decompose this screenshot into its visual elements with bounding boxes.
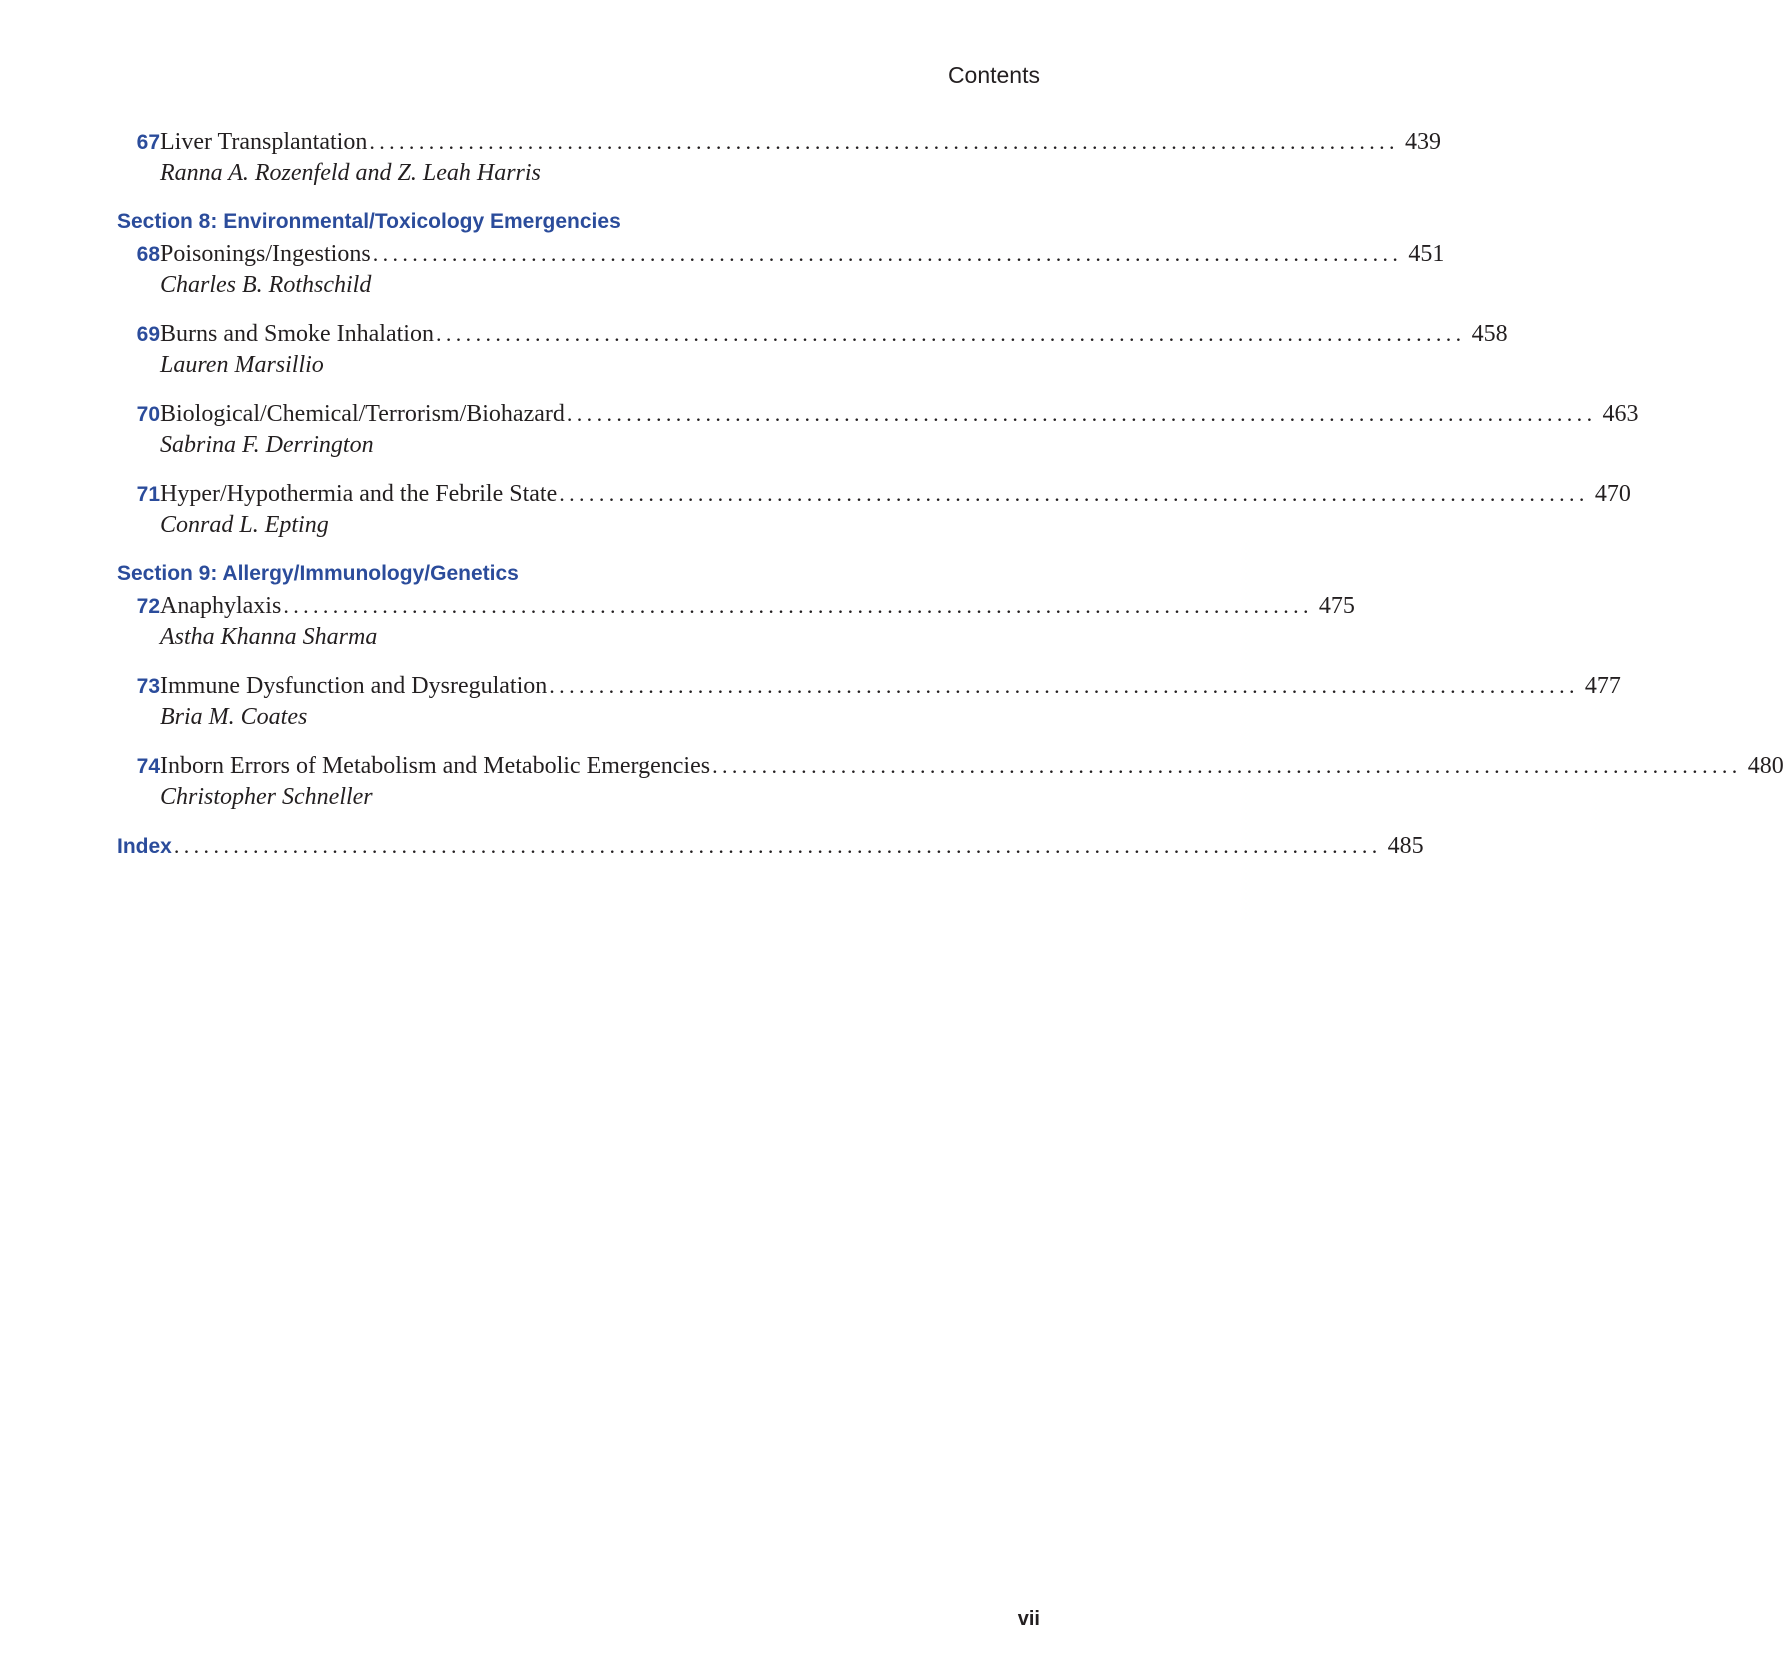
chapter-authors: Sabrina F. Derrington [160,432,374,458]
chapter-number: 69 [136,323,160,346]
toc-entry[interactable] [117,670,1621,733]
page-number: 485 [1387,833,1424,859]
chapter-authors: Conrad L. Epting [160,512,329,538]
dot-leader: ........................................................................................................ [369,129,1399,154]
chapter-title: Burns and Smoke Inhalation [160,321,434,347]
dot-leader: ........................................................................................................ [566,401,1597,426]
page-number: 475 [1318,593,1355,619]
chapter-title: Hyper/Hypothermia and the Febrile State [160,481,558,507]
toc-index-entry[interactable] [117,830,1424,862]
page-number: 458 [1471,321,1508,347]
chapter-title: Anaphylaxis [160,593,282,619]
chapter-authors: Charles B. Rothschild [160,272,372,298]
chapter-title: Inborn Errors of Metabolism and Metabolic Emergencies [160,753,711,779]
running-head: Contents [947,62,1040,88]
chapter-number: 73 [136,675,160,698]
chapter-title: Biological/Chemical/Terrorism/Biohazard [160,401,565,427]
chapter-number: 72 [136,595,160,618]
chapter-title: Liver Transplantation [160,129,368,155]
toc-entry[interactable] [117,238,1445,301]
page-folio: vii [1017,1608,1040,1630]
toc-entry[interactable] [117,750,1784,813]
toc-entry[interactable] [117,590,1355,653]
chapter-title: Immune Dysfunction and Dysregulation [160,673,548,699]
page-number: 463 [1602,401,1639,427]
toc-entry[interactable] [117,126,1441,189]
section-heading: Section 9: Allergy/Immunology/Genetics [117,562,519,585]
toc-entry[interactable] [117,478,1631,541]
dot-leader: ........................................................................................................ [283,593,1313,618]
table-of-contents [117,126,1784,862]
section-heading: Section 8: Environmental/Toxicology Emergencies [117,210,621,233]
dot-leader: ........................................................................................................ [712,753,1742,778]
page-number: 451 [1408,241,1445,267]
chapter-number: 74 [136,755,160,778]
index-label: Index [117,835,172,858]
chapter-authors: Bria M. Coates [160,704,308,730]
chapter-number: 71 [136,483,160,506]
dot-leader: ........................................................................................................ [549,673,1579,698]
dot-leader: ........................................................................................................ [559,481,1589,506]
dot-leader: ........................................................................................................ [372,241,1403,266]
page-number: 477 [1584,673,1621,699]
toc-entry[interactable] [117,318,1508,381]
chapter-number: 68 [136,243,160,266]
toc-entry[interactable] [117,398,1639,461]
dot-leader: ........................................................................................................ [435,321,1466,346]
chapter-title: Poisonings/Ingestions [160,241,371,267]
dot-leader: .......................................................................................................................... [173,833,1382,858]
chapter-authors: Astha Khanna Sharma [160,624,378,650]
page-number: 470 [1594,481,1631,507]
chapter-number: 70 [136,403,160,426]
chapter-authors: Ranna A. Rozenfeld and Z. Leah Harris [160,160,541,186]
chapter-number: 67 [136,131,160,154]
page-number: 480 [1747,753,1784,779]
chapter-authors: Lauren Marsillio [160,352,324,378]
page-number: 439 [1404,129,1441,155]
chapter-authors: Christopher Schneller [160,784,373,810]
